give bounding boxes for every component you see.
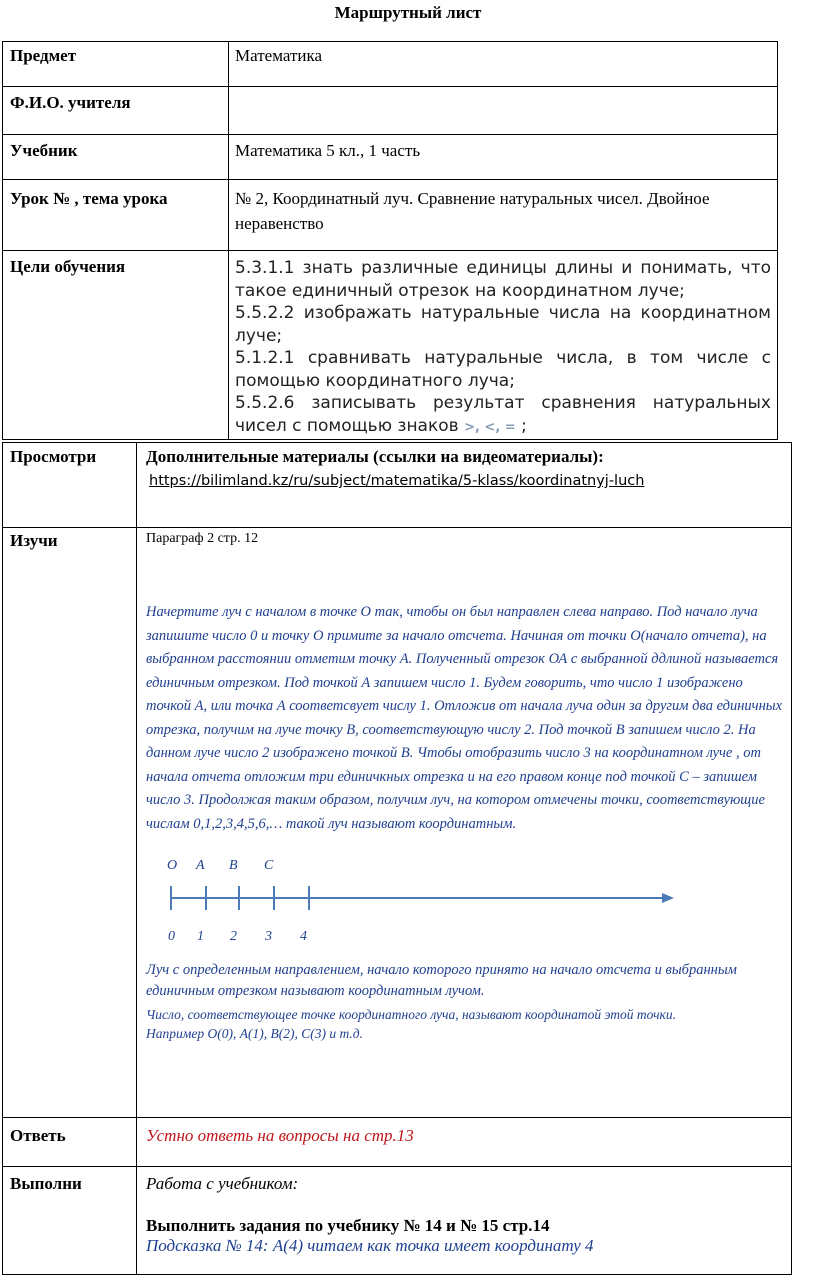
goal-item: 5.5.2.6 записывать результат сравнения натуральных чисел с помощью знаков >, <, = ;	[235, 393, 771, 436]
goal-item: 5.5.2.2 изображать натуральные числа на координатном луче;	[235, 303, 771, 346]
info-row-goals	[3, 251, 778, 440]
ray-number-label: 1	[197, 929, 204, 944]
answer-instruction: Устно ответь на вопросы на стр.13	[146, 1126, 414, 1145]
ray-point-label: C	[264, 858, 274, 873]
step-label: Просмотри	[3, 443, 137, 528]
comparison-signs: >, <, =	[464, 419, 516, 435]
coordinate-ray-svg	[146, 850, 706, 960]
ray-number-label: 4	[300, 929, 307, 944]
explanation-text: Начертите луч с началом в точке О так, чтобы он был направлен слева направо. Под начало луча запишите число 0 и точку О примите за начало отсчета. Начиная от точки О(начало отчета), на выбранном расстоянии отметим точку А. Полученный отрезок ОА с выбранной ддлиной называется единичным отрезком. Под точкой А запишем число 1. Будем говорить, что число 1 изображено точкой А, или точка А соответсвует числу 1. Отложив от начала луча один за другим два единичных отрезка, получим на луче точку В, соответствующую числу 2. Под точкой В запишем число 2. На данном луче число 2 изображено точкой В. Чтобы отобразить число 3 на координатном луче , от начала отчета отложим три единичкных отрезка и на его правом конце под точкой С – запишем число 3. Продолжая таким образом, получим луч, на котором отмечены точки, соответствующие числам 0,1,2,3,4,5,6,… такой луч называют координатным.	[146, 604, 783, 832]
info-label: Ф.И.О. учителя	[3, 87, 229, 135]
step-row-do	[3, 1167, 792, 1275]
info-row-teacher	[3, 87, 778, 135]
info-row-subject	[3, 42, 778, 87]
info-value: Математика 5 кл., 1 часть	[229, 135, 778, 180]
coordinate-definition: Число, соответствующее точке координатного луча, называют координатой этой точки.	[146, 1007, 676, 1022]
example-text: Например О(0), А(1), В(2), С(3) и т.д.	[146, 1026, 363, 1041]
info-row-lesson	[3, 180, 778, 251]
info-label: Учебник	[3, 135, 229, 180]
ray-number-label: 0	[168, 929, 175, 944]
ray-point-label: B	[229, 858, 238, 873]
info-value: № 2, Координатный луч. Сравнение натуральных чисел. Двойное неравенство	[229, 180, 778, 251]
step-row-answer	[3, 1118, 792, 1167]
info-label: Урок № , тема урока	[3, 180, 229, 251]
info-label: Предмет	[3, 42, 229, 87]
materials-heading: Дополнительные материалы (ссылки на видеоматериалы):	[146, 447, 604, 466]
info-value: Математика	[229, 42, 778, 87]
work-line-1: Работа с учебником:	[146, 1174, 299, 1193]
video-link[interactable]: https://bilimland.kz/ru/subject/matematika/5-klass/koordinatnyj-luch	[149, 473, 645, 489]
lesson-info-table	[2, 41, 778, 440]
learning-goals	[229, 251, 778, 440]
goal-item: 5.1.2.1 сравнивать натуральные числа, в том числе с помощью координатного луча;	[235, 348, 771, 391]
goal-item: 5.3.1.1 знать различные единицы длины и понимать, что такое единичный отрезок на координатном луче;	[235, 258, 771, 301]
hint-text: Подсказка № 14: А(4) читаем как точка имеет координату 4	[146, 1236, 594, 1255]
step-label: Выполни	[3, 1167, 137, 1275]
coordinate-ray-diagram	[146, 850, 706, 960]
paragraph-reference: Параграф 2 стр. 12	[146, 531, 259, 546]
ray-arrowhead	[662, 893, 674, 903]
step-row-view	[3, 443, 792, 528]
info-value	[229, 87, 778, 135]
document-title: Маршрутный лист	[334, 3, 482, 22]
definition-text: Луч с определенным направлением, начало которого принято на начало отсчета и выбранным единичным отрезком называют координатным лучом.	[146, 962, 737, 999]
info-row-textbook	[3, 135, 778, 180]
ray-point-label: O	[167, 858, 178, 873]
ray-number-label: 3	[265, 929, 272, 944]
step-label: Ответь	[3, 1118, 137, 1167]
step-row-study	[3, 528, 792, 1118]
info-label: Цели обучения	[3, 251, 229, 440]
ray-number-label: 2	[230, 929, 237, 944]
step-label: Изучи	[3, 528, 137, 1118]
route-steps-table	[2, 442, 792, 1275]
work-line-2: Выполнить задания по учебнику № 14 и № 15 стр.14	[146, 1216, 550, 1235]
ray-point-label: A	[196, 858, 205, 873]
